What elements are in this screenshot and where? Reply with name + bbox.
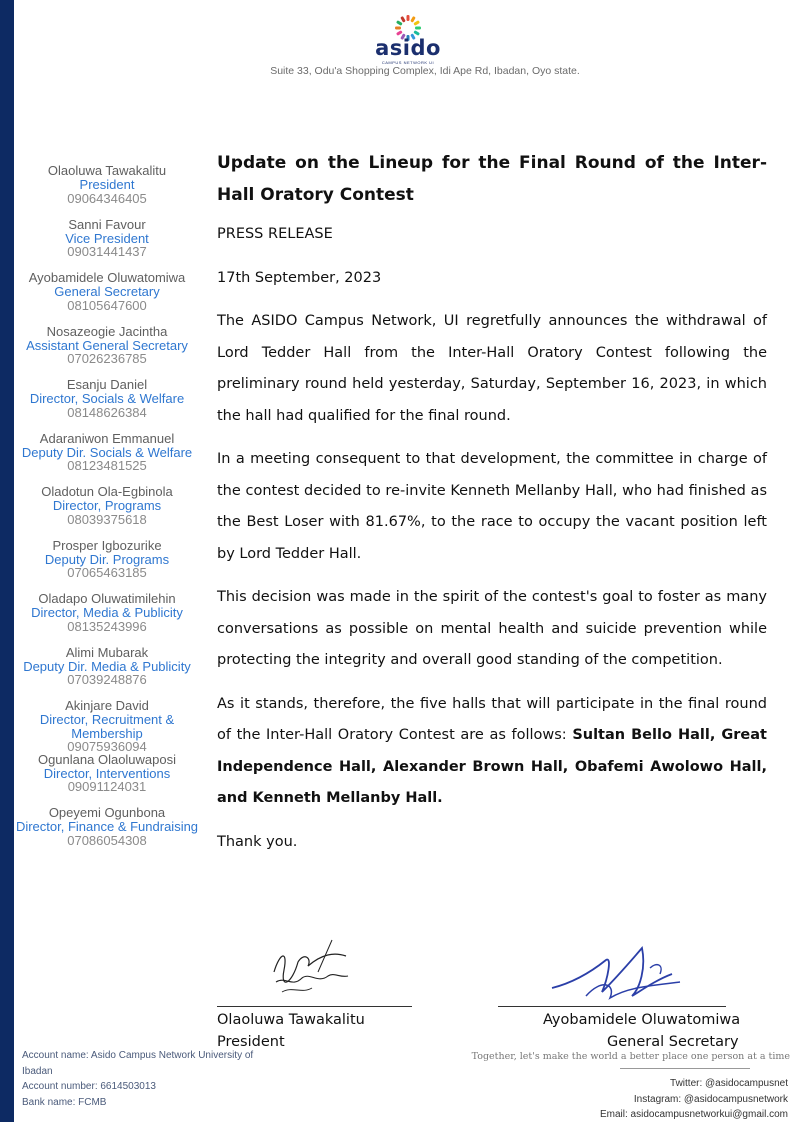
executive-entry xyxy=(12,806,202,860)
general-secretary-signature xyxy=(546,938,686,1008)
general-secretary-title: General Secretary xyxy=(607,1034,739,1050)
logo-wordmark: asido xyxy=(375,36,441,60)
executive-role: Deputy Dir. Programs xyxy=(44,551,170,567)
bank-account-name: Account name: Asido Campus Network University of Ibadan xyxy=(22,1050,254,1077)
executive-role: General Secretary xyxy=(54,284,160,299)
tagline-underline xyxy=(620,1068,750,1069)
executive-role: Director, Finance & Fundraising xyxy=(15,819,199,834)
executive-entry xyxy=(12,646,202,700)
executive-name: Esanju Daniel xyxy=(66,377,148,392)
executive-role: Director, Socials & Welfare xyxy=(29,391,185,406)
executive-name: Olaoluwa Tawakalitu xyxy=(47,163,167,178)
executive-role: Director, Programs xyxy=(52,498,162,513)
executive-entry xyxy=(12,218,202,272)
executive-phone: 09075936094 xyxy=(67,739,147,754)
executive-phone: 07065463185 xyxy=(67,565,147,580)
executive-role: Director, Recruitment & Membership xyxy=(39,712,175,741)
executive-entry xyxy=(12,592,202,646)
executive-role: Deputy Dir. Media & Publicity xyxy=(23,658,191,674)
executive-entry xyxy=(12,699,202,753)
executive-phone: 07039248876 xyxy=(67,672,147,687)
paragraph-reinvite: In a meeting consequent to that development, the committee in charge of the contest decided to re-invite Kenneth Mellanby Hall, who had finished as the Best Loser with 81.67%, to the race to occupy the vacant position left by Lord Tedder Hall. xyxy=(217,451,767,562)
executive-entry xyxy=(12,539,202,593)
president-signature xyxy=(262,932,354,1004)
logo-subtext: CAMPUS NETWORK UI xyxy=(381,60,435,65)
executive-phone: 08123481525 xyxy=(67,458,147,473)
executive-name: Oladotun Ola-Egbinola xyxy=(41,484,173,499)
executive-list xyxy=(12,164,202,860)
paragraph-withdrawal: The ASIDO Campus Network, UI regretfully announces the withdrawal of Lord Tedder Hall from the Inter-Hall Oratory Contest following the preliminary round held yesterday, Saturday, September 16, 2023, in which the hall had qualified for the final round. xyxy=(217,313,767,424)
executive-role: Director, Interventions xyxy=(43,765,171,781)
document-title: Update on the Lineup for the Final Round of the Inter-Hall Oratory Contest xyxy=(217,153,767,205)
executive-name: Oladapo Oluwatimilehin xyxy=(38,591,176,606)
executive-entry xyxy=(12,378,202,432)
executive-phone: 09064346405 xyxy=(67,190,147,206)
twitter-handle: Twitter: @asidocampusnet xyxy=(670,1078,788,1089)
lineup-halls: Sultan Bello Hall, Great Independence Hall, Alexander Brown Hall, Obafemi Awolowo Hall, and Kenneth Mellanby Hall. xyxy=(217,727,767,806)
executive-phone: 08148626384 xyxy=(67,404,147,420)
paragraph-lineup xyxy=(217,689,767,815)
executive-role: President xyxy=(79,177,135,192)
executive-name: Alimi Mubarak xyxy=(65,644,149,660)
president-signature-line xyxy=(217,1006,412,1007)
executive-name: Sanni Favour xyxy=(68,216,146,232)
executive-name: Adaraniwon Emmanuel xyxy=(39,430,175,446)
closing-text: Thank you. xyxy=(217,833,298,850)
executive-phone: 07026236785 xyxy=(67,351,147,366)
executive-phone: 08105647600 xyxy=(67,297,147,313)
president-title: President xyxy=(217,1034,285,1050)
footer-contacts xyxy=(470,1076,788,1123)
executive-role: Vice President xyxy=(65,230,149,246)
executive-name: Nosazeogie Jacintha xyxy=(46,323,168,339)
executive-entry xyxy=(12,164,202,218)
executive-name: Prosper Igbozurike xyxy=(52,537,162,553)
executive-role: Assistant General Secretary xyxy=(26,337,188,353)
president-name: Olaoluwa Tawakalitu xyxy=(217,1012,365,1028)
executive-entry xyxy=(12,432,202,486)
executive-phone: 07086054308 xyxy=(67,832,147,848)
bank-name: Bank name: FCMB xyxy=(22,1096,107,1108)
document-label: PRESS RELEASE xyxy=(217,226,333,242)
general-secretary-signature-line xyxy=(498,1006,726,1007)
instagram-handle: Instagram: @asidocampusnetwork xyxy=(633,1093,788,1105)
executive-name: Ogunlana Olaoluwaposi xyxy=(37,751,177,767)
paragraph-decision: This decision was made in the spirit of the contest's goal to foster as many conversations as possible on mental health and suicide prevention while protecting the integrity and overall good standing of the competition. xyxy=(217,589,767,668)
executive-entry xyxy=(12,271,202,325)
executive-phone: 08039375618 xyxy=(67,511,147,527)
executive-phone: 09091124031 xyxy=(67,779,147,794)
executive-phone: 08135243996 xyxy=(67,618,147,634)
executive-entry xyxy=(12,753,202,807)
press-release-body xyxy=(217,147,767,870)
footer-tagline: Together, let's make the world a better place one person at a time xyxy=(471,1051,790,1062)
general-secretary-name: Ayobamidele Oluwatomiwa xyxy=(543,1012,741,1028)
executive-entry xyxy=(12,325,202,379)
bank-account-number: Account number: 6614503013 xyxy=(22,1081,156,1092)
document-date: 17th September, 2023 xyxy=(217,269,382,286)
executive-role: Deputy Dir. Socials & Welfare xyxy=(21,444,193,460)
executive-name: Akinjare David xyxy=(65,698,149,713)
executive-phone: 09031441437 xyxy=(67,244,147,259)
executive-entry xyxy=(12,485,202,539)
executive-name: Opeyemi Ogunbona xyxy=(48,805,166,820)
bank-details xyxy=(22,1048,282,1110)
executive-role: Director, Media & Publicity xyxy=(31,605,183,620)
lineup-intro: As it stands, therefore, the five halls that will participate in the final round of the Inter-Hall Oratory Contest are as follows: xyxy=(217,695,767,743)
executive-name: Ayobamidele Oluwatomiwa xyxy=(28,270,186,285)
contact-email: Email: asidocampusnetworkui@gmail.com xyxy=(600,1109,788,1120)
header-address: Suite 33, Odu'a Shopping Complex, Idi Ape Rd, Ibadan, Oyo state. xyxy=(270,65,580,77)
